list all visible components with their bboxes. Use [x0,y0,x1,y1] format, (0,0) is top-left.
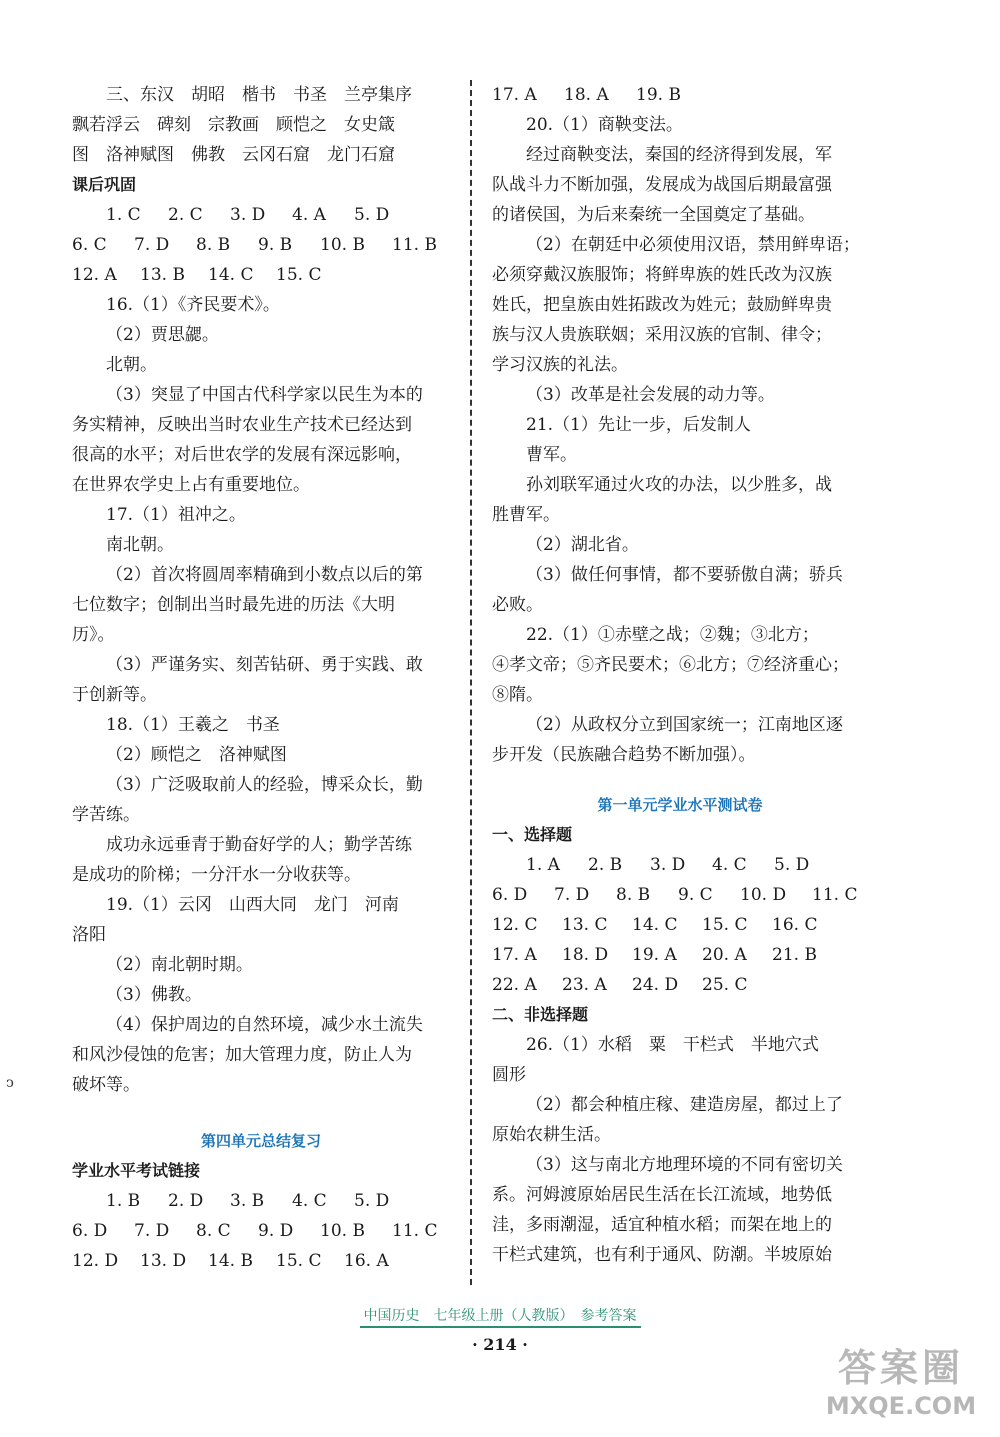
answer: 1. A [526,855,560,875]
text-line: 是成功的阶梯；一分汗水一分收获等。 [72,865,361,885]
answer-row [72,1216,450,1246]
answer: 14. B [208,1251,253,1271]
answer-row [492,850,868,880]
unit-title: 第四单元总结复习 [200,1132,321,1150]
text-line: 20.（1）商鞅变法。 [526,115,683,135]
text-line: 学习汉族的礼法。 [492,355,628,375]
answer: 6. C [72,235,107,255]
text-line: （3）严谨务实、刻苦钻研、勇于实践、敢 [106,655,423,675]
text-line: 步开发（民族融合趋势不断加强）。 [492,745,756,765]
watermark-logo [808,1345,994,1433]
answer: 17. A [492,945,537,965]
watermark-url: MXQE.COM [825,1392,977,1420]
answer: 16. C [772,915,818,935]
text-line: 北朝。 [106,355,157,375]
watermark-text: 答案圈 [837,1346,964,1390]
answer: 15. C [276,265,322,285]
answer: 25. C [702,975,748,995]
margin-mark: ↄ [6,1075,14,1091]
text-line: 很高的水平；对后世农学的发展有深远影响， [72,445,412,465]
answer: 1. C [106,205,141,225]
text-line: 姓氏，把皇族由姓拓跋改为姓元；鼓励鲜卑贵 [492,295,832,315]
answer: 6. D [72,1221,108,1241]
text-line: （2）首次将圆周率精确到小数点以后的第 [106,565,423,585]
footer [0,1305,1000,1328]
answer: 5. D [354,205,390,225]
text-line: （4）保护周边的自然环境，减少水土流失 [106,1015,423,1035]
answer-row [492,80,868,110]
answer-row [72,200,450,230]
text-line: 经过商鞅变法，秦国的经济得到发展，军 [526,145,832,165]
answer-row [492,880,868,910]
answer: 3. D [230,205,266,225]
text-line: 22.（1）①赤壁之战；②魏；③北方； [526,625,819,645]
answer: 7. D [134,235,170,255]
answer: 15. C [702,915,748,935]
text-line: 图 洛神赋图 佛教 云冈石窟 龙门石窟 [72,145,395,165]
text-line: （2）都会种植庄稼、建造房屋，都过上了 [526,1095,843,1115]
answer: 5. D [354,1191,390,1211]
answer-row [492,970,868,1000]
text-line: 必须穿戴汉族服饰；将鲜卑族的姓氏改为汉族 [492,265,832,285]
text-line: 队战斗力不断加强，发展成为战国后期最富强 [492,175,832,195]
answer: 24. D [632,975,679,995]
answer: 5. D [774,855,810,875]
answer: 1. B [106,1191,141,1211]
text-line: 19.（1）云冈 山西大同 龙门 河南 [106,895,399,915]
column-divider [470,80,472,1285]
text-line: 学苦练。 [72,805,140,825]
answer: 9. C [678,885,713,905]
answer: 11. C [392,1221,438,1241]
answer: 10. B [320,235,365,255]
answer: 2. C [168,205,203,225]
text-line: 16.（1）《齐民要术》。 [106,295,280,315]
answer: 14. C [632,915,678,935]
answer: 10. B [320,1221,365,1241]
text-line: 原始农耕生活。 [492,1125,611,1145]
answer: 8. C [196,1221,231,1241]
text-line: 系。河姆渡原始居民生活在长江流域，地势低 [492,1185,832,1205]
text-line: 飘若浮云 碑刻 宗教画 顾恺之 女史箴 [72,115,395,135]
text-line: （2）贾思勰。 [106,325,219,345]
answer: 12. A [72,265,117,285]
answer: 11. B [392,235,437,255]
text-line: 在世界农学史上占有重要地位。 [72,475,310,495]
answer: 15. C [276,1251,322,1271]
section-heading: 二、非选择题 [492,1005,589,1024]
answer: 9. D [258,1221,294,1241]
answer-row [492,940,868,970]
text-line: ④孝文帝；⑤齐民要术；⑥北方；⑦经济重心； [492,655,849,675]
text-line: 七位数字；创制出当时最先进的历法《大明 [72,595,395,615]
answer: 3. B [230,1191,265,1211]
answer: 16. A [344,1251,389,1271]
answer: 12. D [72,1251,119,1271]
answer: 19. A [632,945,677,965]
text-line: 26.（1）水稻 粟 干栏式 半地穴式 [526,1035,819,1055]
text-line: （3）佛教。 [106,985,202,1005]
answer: 9. B [258,235,293,255]
text-line: （3）做任何事情，都不要骄傲自满；骄兵 [526,565,843,585]
text-line: （2）顾恺之 洛神赋图 [106,745,287,765]
answer: 7. D [134,1221,170,1241]
text-line: 曹军。 [526,445,577,465]
text-line: 族与汉人贵族联姻；采用汉族的官制、律令； [492,325,832,345]
page-number: · 214 · [472,1335,528,1354]
book-title: 中国历史 七年级上册（人教版） 参考答案 [360,1305,641,1328]
answer: 10. D [740,885,787,905]
answer: 2. B [588,855,623,875]
answer-row [72,230,450,260]
text-line: 破坏等。 [72,1075,140,1095]
answer: 20. A [702,945,747,965]
text-line: （2）南北朝时期。 [106,955,253,975]
unit-title: 第一单元学业水平测试卷 [597,796,763,814]
section-heading: 一、选择题 [492,825,573,844]
text-line: 胜曹军。 [492,505,560,525]
text-line: 的诸侯国，为后来秦统一全国奠定了基础。 [492,205,815,225]
answer: 17. A [492,85,537,105]
answer: 7. D [554,885,590,905]
text-line: 18.（1）王羲之 书圣 [106,715,280,735]
answer: 18. D [562,945,609,965]
text-line: 三、东汉 胡昭 楷书 书圣 兰亭集序 [106,85,412,105]
answer-row [72,1246,450,1276]
text-line: （2）从政权分立到国家统一；江南地区逐 [526,715,843,735]
answer: 3. D [650,855,686,875]
answer: 23. A [562,975,607,995]
answer: 8. B [616,885,651,905]
answer: 8. B [196,235,231,255]
text-line: 洼，多雨潮湿，适宜种植水稻；而架在地上的 [492,1215,832,1235]
text-line: 干栏式建筑，也有利于通风、防潮。半坡原始 [492,1245,832,1265]
answer: 4. A [292,205,326,225]
answer: 13. D [140,1251,187,1271]
answer-row [72,1186,450,1216]
answer: 14. C [208,265,254,285]
text-line: 洛阳 [72,925,106,945]
text-line: 圆形 [492,1065,526,1085]
answer: 21. B [772,945,817,965]
text-line: 南北朝。 [106,535,174,555]
text-line: 成功永远垂青于勤奋好学的人；勤学苦练 [106,835,412,855]
text-line: 和风沙侵蚀的危害；加大管理力度，防止人为 [72,1045,412,1065]
answer: 13. C [562,915,608,935]
answer: 11. C [812,885,858,905]
text-line: 孙刘联军通过火攻的办法，以少胜多，战 [526,475,832,495]
answer: 22. A [492,975,537,995]
answer: 4. C [292,1191,327,1211]
text-line: （2）在朝廷中必须使用汉语，禁用鲜卑语； [526,235,860,255]
text-line: 必败。 [492,595,543,615]
left-column [72,80,450,1276]
answer: 18. A [564,85,609,105]
text-line: （3）广泛吸取前人的经验，博采众长，勤 [106,775,423,795]
answer: 2. D [168,1191,204,1211]
section-heading: 课后巩固 [72,175,137,194]
answer: 6. D [492,885,528,905]
text-line: 21.（1）先让一步，后发制人 [526,415,751,435]
text-line: 17.（1）祖冲之。 [106,505,246,525]
right-column [492,80,868,1270]
answer: 12. C [492,915,538,935]
text-line: ⑧隋。 [492,685,543,705]
text-line: （3）这与南北方地理环境的不同有密切关 [526,1155,843,1175]
answer-row [492,910,868,940]
answer: 13. B [140,265,185,285]
answer: 4. C [712,855,747,875]
answer: 19. B [636,85,681,105]
text-line: 历》。 [72,625,115,645]
text-line: 务实精神，反映出当时农业生产技术已经达到 [72,415,412,435]
text-line: （3）突显了中国古代科学家以民生为本的 [106,385,423,405]
section-heading: 学业水平考试链接 [72,1161,201,1180]
text-line: （3）改革是社会发展的动力等。 [526,385,775,405]
text-line: （2）湖北省。 [526,535,639,555]
text-line: 于创新等。 [72,685,157,705]
answer-row [72,260,450,290]
